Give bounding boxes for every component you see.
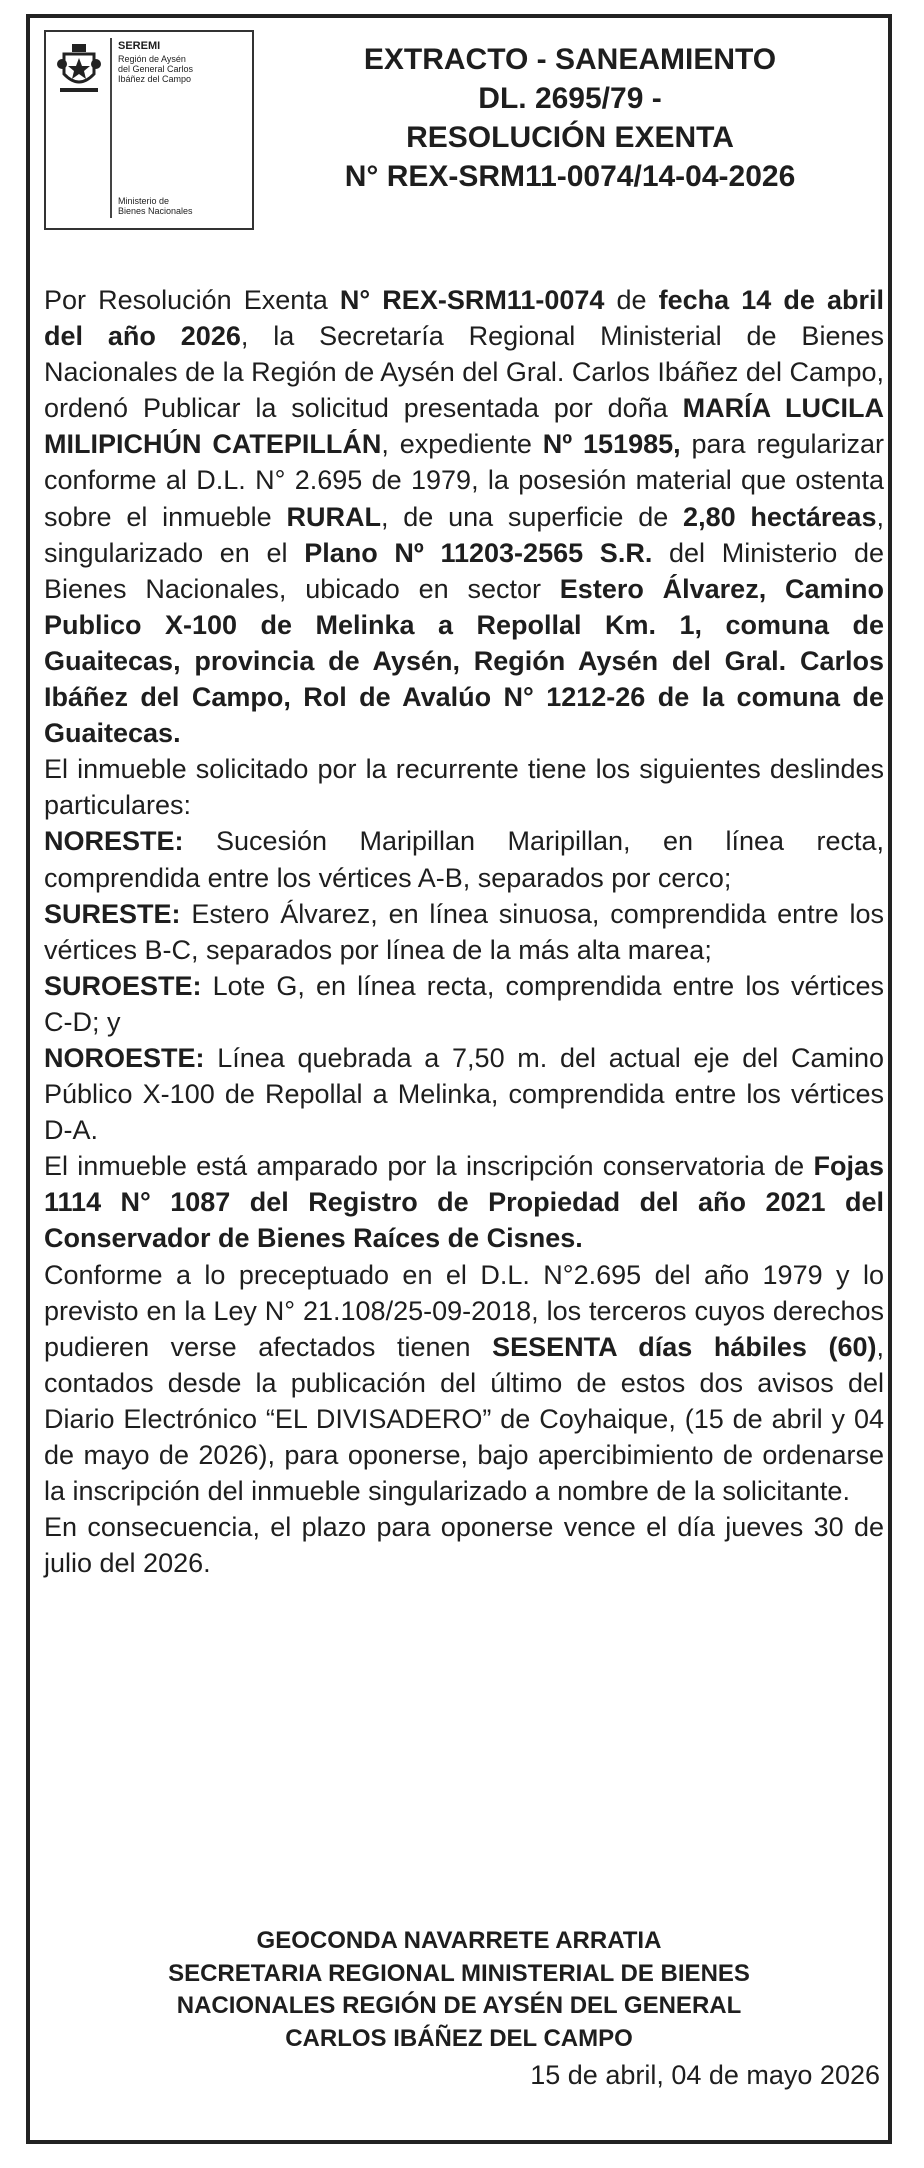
boundary-label: SUROESTE: <box>44 970 202 1001</box>
text-span: , la Secretaría Regional Ministerial de Bienes Nacionales de la Región de Aysén del Gral. Carlos Ibáñez del Campo, ordenó Publicar la solicitud presentada por doña <box>44 321 884 424</box>
bold-span: MARÍA LUCILA MILIPICHÚN CATEPILLÁN <box>44 393 884 460</box>
publication-dates: 15 de abril, 04 de mayo 2026 <box>530 2060 880 2090</box>
boundary-label: NOROESTE: <box>44 1042 205 1073</box>
boundary-suroeste <box>44 968 884 1040</box>
text-span: , expediente <box>381 429 543 460</box>
paragraph-deslindes-intro: El inmueble solicitado por la recurrente tiene los siguientes deslindes particulares: <box>44 754 884 821</box>
text-span: para regularizar conforme al D.L. N° 2.695 de 1979, la posesión material que ostenta sobre el inmueble <box>44 429 885 532</box>
signature-title-1: SECRETARIA REGIONAL MINISTERIAL DE BIENES <box>168 1959 750 1987</box>
signature-title-2: NACIONALES REGIÓN DE AYSÉN DEL GENERAL <box>176 1992 742 2019</box>
text-span: de <box>604 285 659 315</box>
text-span: , singularizado en el <box>44 501 884 568</box>
bold-span: Nº 151985, <box>542 429 681 460</box>
bold-span: N° REX-SRM11-0074 <box>339 285 605 315</box>
bold-span: Plano Nº 11203-2565 S.R. <box>304 537 653 568</box>
boundary-noreste <box>44 823 884 895</box>
logo-seremi-label: SEREMI <box>118 40 161 52</box>
boundary-label: NORESTE: <box>44 826 184 857</box>
boundary-sureste <box>44 896 884 968</box>
paragraph-inscription <box>44 1148 884 1256</box>
signature-block <box>44 1925 874 2055</box>
boundary-text: Lote G, en línea recta, comprendida entre los vértices C-D; y <box>44 970 884 1037</box>
signature-title-3: CARLOS IBÁÑEZ DEL CAMPO <box>285 2024 633 2052</box>
title-line-2: DL. 2695/79 - <box>478 82 662 115</box>
seremi-logo <box>44 30 254 230</box>
bold-span: 2,80 hectáreas <box>683 501 877 532</box>
logo-region-label: Región de Aysén del General Carlos Ibáñez del Campo <box>118 54 194 84</box>
text-span: El inmueble está amparado por la inscripción conservatoria de <box>44 1151 814 1182</box>
paragraph-opposition-terms <box>44 1257 884 1510</box>
title-line-3: RESOLUCIÓN EXENTA <box>406 121 734 154</box>
bold-span: RURAL <box>286 501 381 532</box>
boundary-text: Estero Álvarez, en línea sinuosa, comprendida entre los vértices B-C, separados por línea de la más alta marea; <box>44 898 884 965</box>
bold-span: Estero Álvarez, Camino Publico X-100 de Melinka a Repollal Km. 1, comuna de Guaitecas, provincia de Aysén, Región Aysén del Gral. Carlos Ibáñez del Campo, Rol de Avalúo N° 1212-26 de la comuna de Guaitecas. <box>44 573 885 749</box>
title-line-1: EXTRACTO - SANEAMIENTO <box>363 43 777 76</box>
logo-divider <box>110 38 112 218</box>
signature-name: GEOCONDA NAVARRETE ARRATIA <box>256 1927 662 1954</box>
title-line-4: N° REX-SRM11-0074/14-04-2026 <box>344 160 796 193</box>
text-span: , de una superficie de <box>380 501 684 532</box>
chile-government-crest-icon <box>54 40 104 96</box>
text-span: Conforme a lo preceptuado en el D.L. N°2.695 del año 1979 y lo previsto en la Ley N° 21.108/25-09-2018, los terceros cuyos derechos pudieren verse afectados tienen <box>44 1259 884 1362</box>
bold-span: SESENTA días hábiles (60) <box>492 1331 877 1362</box>
text-span: del Ministerio de Bienes Nacionales, ubicado en sector <box>44 537 884 604</box>
bold-span: fecha 14 de abril del año 2026 <box>44 285 884 352</box>
boundary-text: Sucesión Maripillan Maripillan, en línea recta, comprendida entre los vértices A-B, separados por cerco; <box>44 826 884 893</box>
boundary-noroeste <box>44 1040 884 1148</box>
paragraph-deadline: En consecuencia, el plazo para oponerse vence el día jueves 30 de julio del 2026. <box>44 1512 884 1579</box>
text-span: , contados desde la publicación del último de estos dos avisos del Diario Electrónico “EL DIVISADERO” de Coyhaique, (15 de abril y 04 de mayo de 2026), para oponerse, bajo apercibimiento de ordenarse la inscripción del inmueble singularizado a nombre de la solicitante. <box>44 1331 885 1507</box>
bold-span: Fojas 1114 N° 1087 del Registro de Propiedad del año 2021 del Conservador de Bienes Raíces de Cisnes. <box>44 1151 884 1254</box>
logo-ministry-label: Ministerio de Bienes Nacionales <box>118 196 193 216</box>
boundary-label: SURESTE: <box>44 898 181 929</box>
notice-body <box>44 282 884 1581</box>
boundary-text: Línea quebrada a 7,50 m. del actual eje del Camino Público X-100 de Repollal a Melinka, comprendida entre los vértices D-A. <box>44 1042 884 1146</box>
notice-title <box>290 40 850 196</box>
paragraph-resolution <box>44 282 884 751</box>
text-span: Por Resolución Exenta <box>44 285 340 315</box>
